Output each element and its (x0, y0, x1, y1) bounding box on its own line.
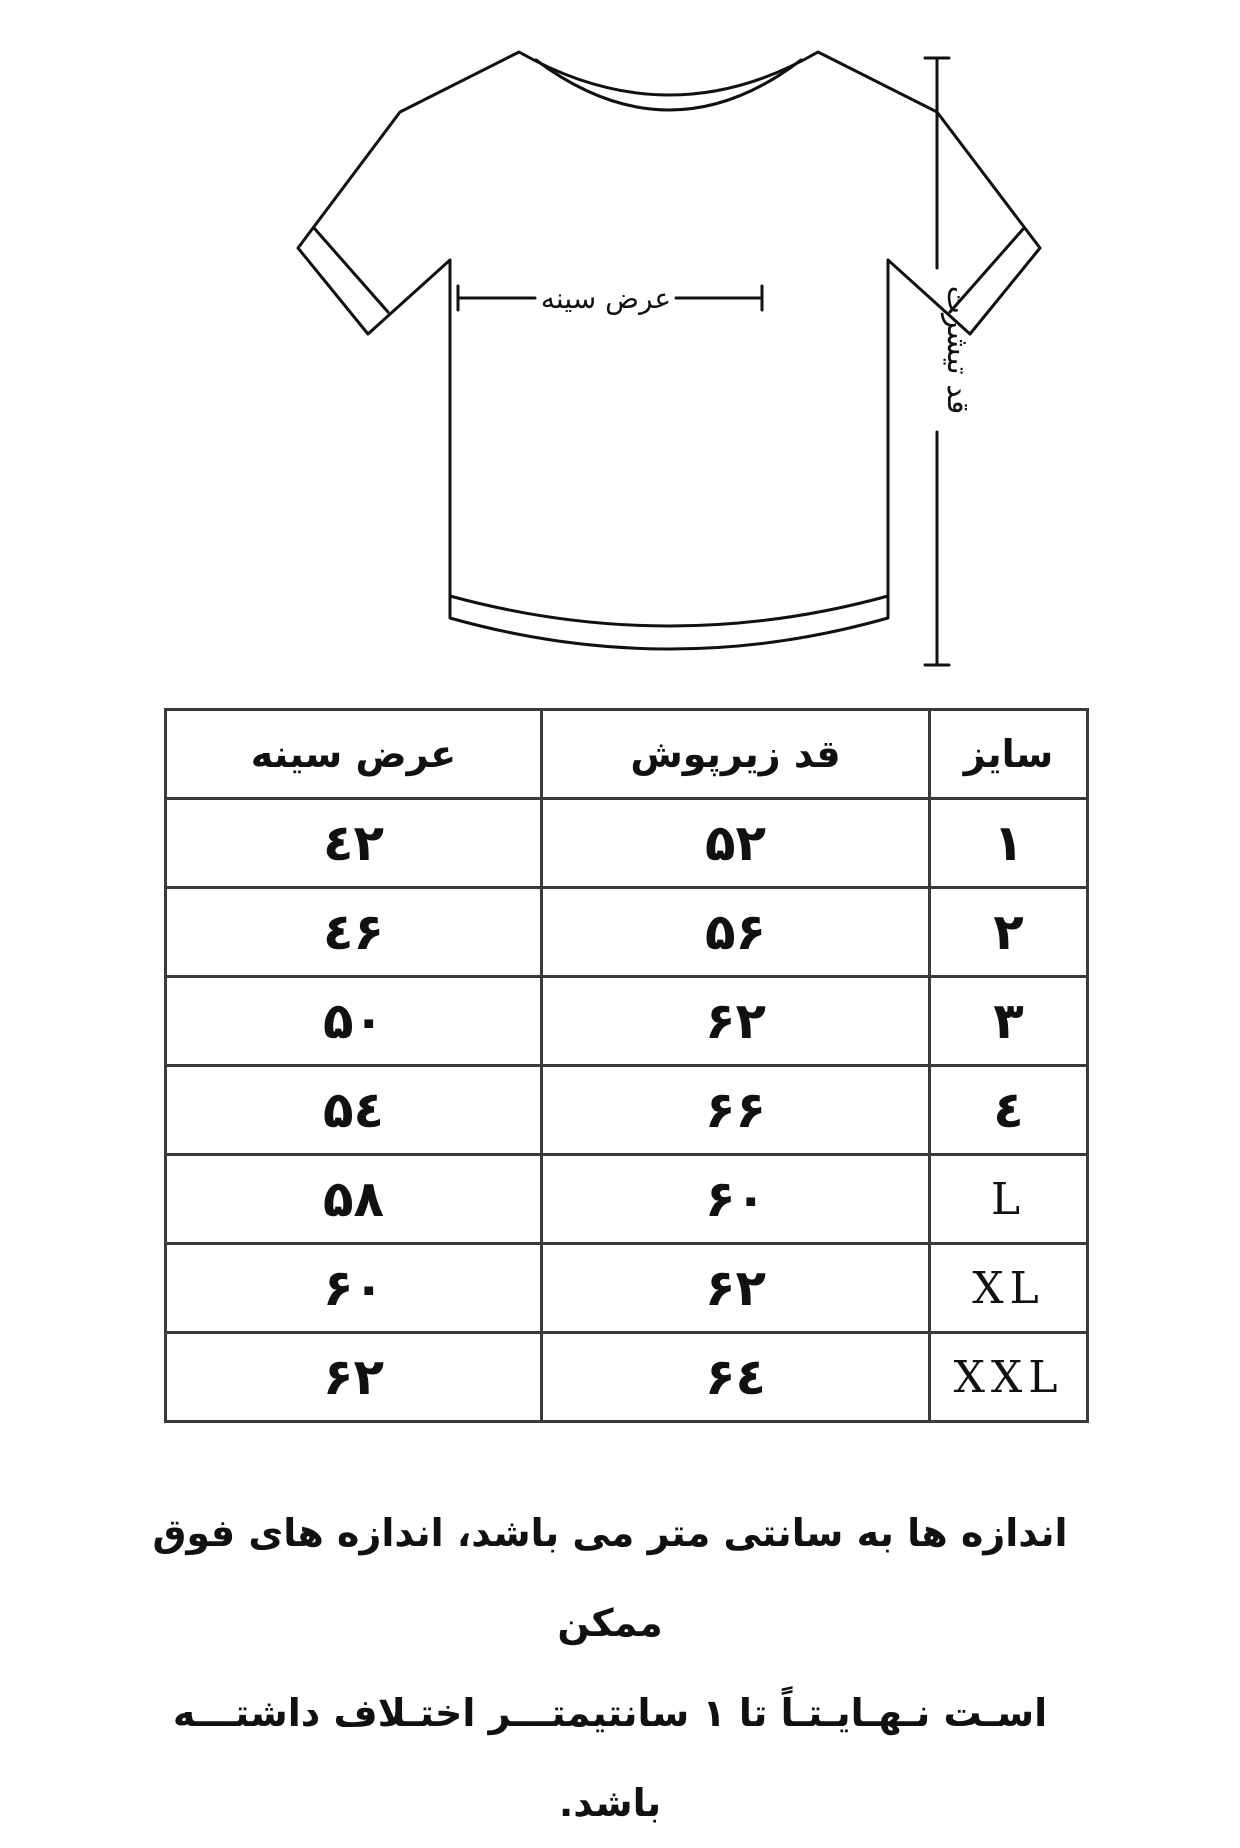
table-row (166, 977, 1088, 1066)
table-row (166, 799, 1088, 888)
tshirt-left-cuff (314, 228, 388, 312)
tshirt-outline (298, 52, 1040, 649)
chest-cell: ۵۰ (166, 977, 542, 1066)
table-row (166, 888, 1088, 977)
chest-width-arrow-left (458, 286, 535, 310)
table-row (166, 1066, 1088, 1155)
chest-cell: ۵۸ (166, 1155, 542, 1244)
chest-cell: ٤۶ (166, 888, 542, 977)
table-row (166, 1244, 1088, 1333)
measurement-note (150, 1488, 1070, 1848)
tshirt-hem (450, 596, 888, 626)
chest-width-arrow-right (676, 286, 762, 310)
header-size: سایز (930, 710, 1088, 799)
length-cell: ۵۶ (542, 888, 930, 977)
length-cell: ۶۶ (542, 1066, 930, 1155)
chest-cell: ۶۲ (166, 1333, 542, 1422)
length-cell: ۶۰ (542, 1155, 930, 1244)
shirt-length-label: قد تیشرت (940, 285, 975, 415)
header-length: قد زیرپوش (542, 710, 930, 799)
length-arrow-top (925, 58, 949, 268)
size-cell: XL (930, 1244, 1088, 1333)
length-cell: ۵۲ (542, 799, 930, 888)
tshirt-diagram (0, 0, 1240, 700)
note-line-2: اسـت نـهـایـتـاً تا ۱ سانتیمتـــر اختـلاف داشتـــه باشد. (172, 1691, 1048, 1825)
chest-cell: ۶۰ (166, 1244, 542, 1333)
table-row (166, 1155, 1088, 1244)
size-cell: L (930, 1155, 1088, 1244)
size-cell: ۱ (930, 799, 1088, 888)
length-arrow-bottom (925, 432, 949, 665)
header-chest: عرض سینه (166, 710, 542, 799)
tshirt-collar (536, 60, 801, 110)
size-cell: ۳ (930, 977, 1088, 1066)
note-line-1: اندازه ها به سانتی متر می باشد، اندازه های فوق ممکن (152, 1511, 1068, 1645)
chest-cell: ٤۲ (166, 799, 542, 888)
table-header-row (166, 710, 1088, 799)
chest-cell: ۵٤ (166, 1066, 542, 1155)
size-cell: ۲ (930, 888, 1088, 977)
length-cell: ۶۲ (542, 1244, 930, 1333)
size-cell: XXL (930, 1333, 1088, 1422)
size-cell: ٤ (930, 1066, 1088, 1155)
table-row (166, 1333, 1088, 1422)
length-cell: ۶۲ (542, 977, 930, 1066)
chest-width-label: عرض سینه (540, 282, 672, 315)
size-table (164, 708, 1089, 1423)
length-cell: ۶٤ (542, 1333, 930, 1422)
